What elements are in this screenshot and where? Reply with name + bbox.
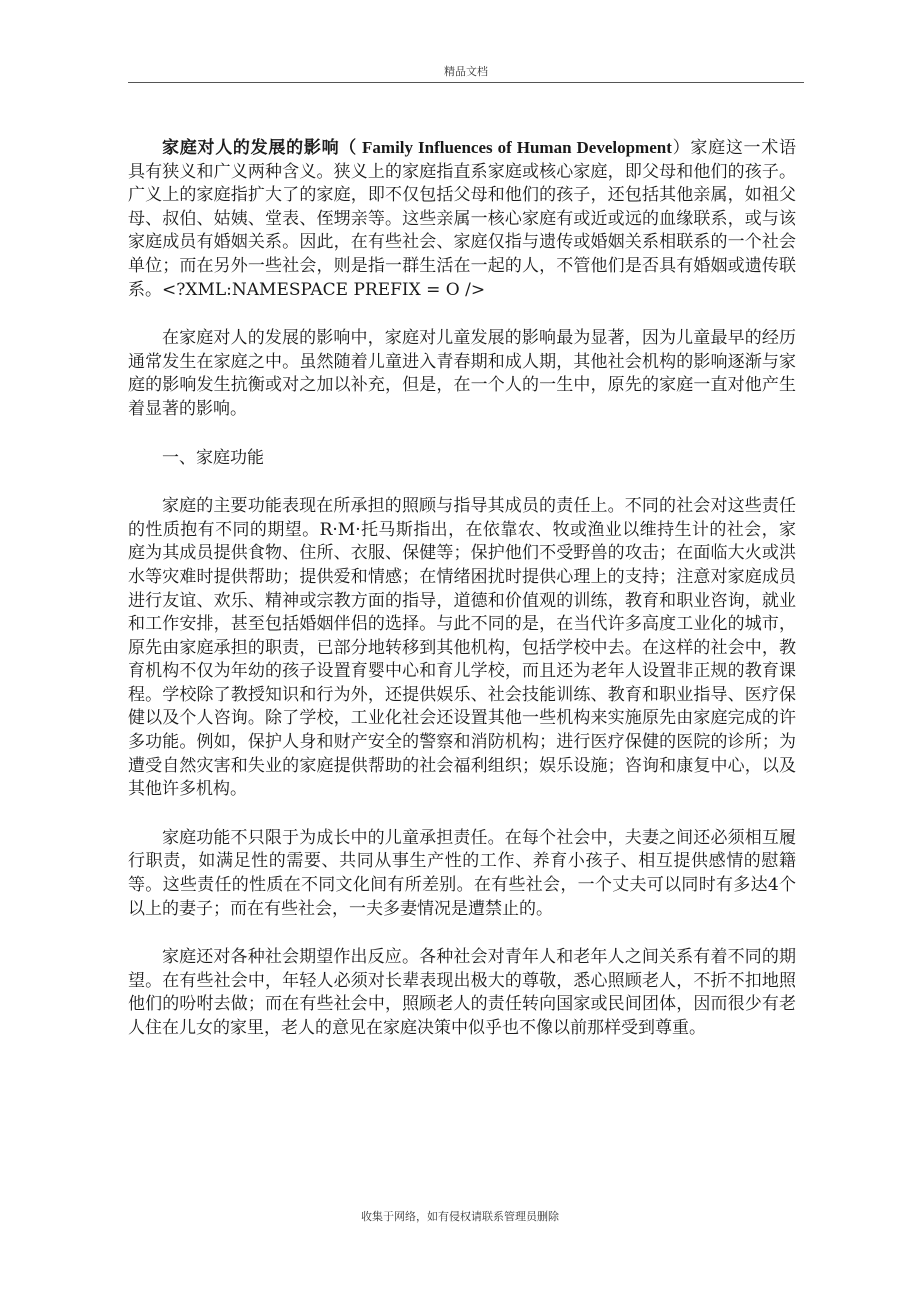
footer-text: 收集于网络，如有侵权请联系管理员删除 bbox=[361, 1210, 559, 1223]
paragraph-2: 在家庭对人的发展的影响中，家庭对儿童发展的影响最为显著，因为儿童最早的经历通常发生在家庭之中。虽然随着儿童进入青春期和成人期，其他社会机构的影响逐渐与家庭的影响发生抗衡或对之加以补充，但是，在一个人的一生中，原先的家庭一直对他产生着显著的影响。 bbox=[128, 328, 796, 419]
paragraph-3: 家庭的主要功能表现在所承担的照顾与指导其成员的责任上。不同的社会对这些责任的性质抱有不同的期望。R·M·托马斯指出，在依靠农、牧或渔业以维持生计的社会，家庭为其成员提供食物、住所、衣服、保健等；保护他们不受野兽的攻击；在面临大火或洪水等灾难时提供帮助；提供爱和情感；在情绪困扰时提供心理上的支持；注意对家庭成员进行友谊、欢乐、精神或宗教方面的指导，道德和价值观的训练，教育和职业咨询，就业和工作安排，甚至包括婚姻伴侣的选择。与此不同的是，在当代许多高度工业化的城市，原先由家庭承担的职责，已部分地转移到其他机构，包括学校中去。在这样的社会中，教育机构不仅为年幼的孩子设置育婴中心和育儿学校，而且还为老年人设置非正规的教育课程。学校除了教授知识和行为外，还提供娱乐、社会技能训练、教育和职业指导、医疗保健以及个人咨询。除了学校，工业化社会还设置其他一些机构来实施原先由家庭完成的许多功能。例如，保护人身和财产安全的警察和消防机构；进行医疗保健的医院的诊所；为遭受自然灾害和失业的家庭提供帮助的社会福利组织；娱乐设施；咨询和康复中心，以及其他许多机构。 bbox=[128, 496, 796, 800]
article-title bbox=[162, 138, 672, 158]
page-footer bbox=[0, 1208, 920, 1224]
title-en: Family Influences of Human Development bbox=[357, 138, 672, 157]
paragraph-5: 家庭还对各种社会期望作出反应。各种社会对青年人和老年人之间关系有着不同的期望。在有些社会中，年轻人必须对长辈表现出极大的尊敬，悉心照顾老人，不折不扣地照他们的吩咐去做；而在有些社会中，照顾老人的责任转向国家或民间团体，因而很少有老人住在儿女的家里，老人的意见在家庭决策中似乎也不像以前那样受到尊重。 bbox=[128, 947, 796, 1038]
title-cn: 家庭对人的发展的影响（ bbox=[162, 138, 358, 158]
document-body bbox=[128, 136, 796, 1066]
header-text: 精品文档 bbox=[444, 65, 488, 78]
paragraph-1 bbox=[128, 136, 796, 302]
page-header bbox=[128, 64, 804, 83]
paragraph-4: 家庭功能不只限于为成长中的儿童承担责任。在每个社会中，夫妻之间还必须相互履行职责，如满足性的需要、共同从事生产性的工作、养育小孩子、相互提供感情的慰籍等。这些责任的性质在不同文化间有所差别。在有些社会，一个丈夫可以同时有多达4个以上的妻子；而在有些社会，一夫多妻情况是遭禁止的。 bbox=[128, 827, 796, 919]
title-close: ） bbox=[671, 138, 691, 158]
paragraph-1-text: 家庭这一术语具有狭义和广义两种含义。狭义上的家庭指直系家庭或核心家庭，即父母和他们的孩子。广义上的家庭指扩大了的家庭，即不仅包括父母和他们的孩子，还包括其他亲属，如祖父母、叔伯、姑姨、堂表、侄甥亲等。这些亲属一核心家庭有或近或远的血缘联系，或与该家庭成员有婚姻关系。因此，在有些社会、家庭仅指与遗传或婚姻关系相联系的一个社会单位；而在另外一些社会，则是指一群生活在一起的人，不管他们是否具有婚姻或遗传联系。<?XML:NAMESPACE PREFIX = O /> bbox=[128, 138, 797, 300]
section-heading-family-functions: 一、家庭功能 bbox=[162, 447, 264, 468]
